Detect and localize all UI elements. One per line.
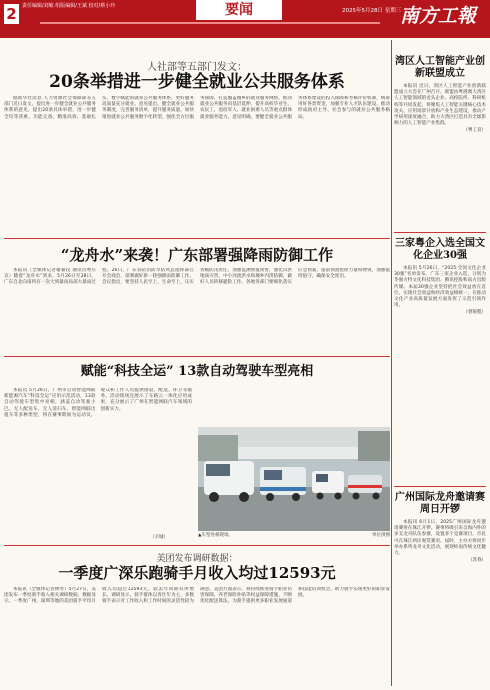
divider — [4, 545, 390, 546]
sidebar-story-3-signature: （苏春） — [468, 558, 486, 564]
sidebar-story-3-body: 本报讯 6月1日，2025广州国际龙舟邀请赛将在珠江开锣。赛事将吸引来自海内外的多支龙舟队伍参赛，设置多个竞赛项目，市民可在珠江两岸观赏赛况。届时，主办方将同步举办系列龙舟文化活动，展现岭南传统文化魅力。 — [394, 520, 486, 557]
divider — [394, 232, 486, 233]
sidebar-divider — [391, 40, 392, 686]
sidebar-story-1-title: 湾区人工智能产业创新联盟成立 — [395, 56, 485, 79]
article3-signature: （羊城） — [150, 535, 168, 540]
photo-caption: ▲车型亮相现场。 — [198, 533, 233, 538]
sidebar-story-2-title: 三家粤企入选全国文化企业30强 — [395, 238, 485, 261]
autonomous-vehicles-photo — [198, 427, 390, 531]
sidebar-story-3 — [394, 492, 486, 563]
article3-body: 本报讯 5月26日，广州市启动智能网联新能源汽车“科技全运”应用示范活动，13款自动驾驶车型集中亮相，涵盖自动驾驶小巴、无人配送车、无人清扫车、智能网联出租车等多种类型，将在赛事期间为运动员、观众和工作人员提供接驳、配送、环卫等服务。活动现场还展示了车路云一体化应用成果，充分展示了广州在智能网联汽车领域的创新实力。 — [4, 388, 192, 418]
article2-body: 本报讯（全媒体记者谢嘉仪 通讯员粤应宣）随着“龙舟水”到来，5月26日至28日，广东自北向南将有一次大到暴雨局部大暴雨过程。26日，广东省防汛防旱防风总指挥部召开会商会，部署做好新一轮强降雨防御工作。会议指出，要坚持人民至上、生命至上，压实各级防汛责任，加强监测预报预警，强化山洪地质灾害、中小河流洪水和城乡内涝防御，做好人员转移避险工作。各地各部门要细化落实应急预案，提前预置抢险力量和物资，加强值班值守，确保安全度汛。 — [4, 268, 390, 286]
article4-headline: 一季度广深乐跑骑手月收入均过12593元 — [58, 564, 336, 582]
header-rule — [40, 22, 380, 24]
sidebar-story-3-title: 广州国际龙舟邀请赛周日开锣 — [395, 492, 485, 515]
section-title: 要闻 — [196, 0, 282, 20]
article1-headline: 20条举措进一步健全就业公共服务体系 — [49, 72, 345, 92]
page-header — [0, 0, 490, 38]
photo-caption-row — [198, 532, 390, 538]
sidebar-story-1-signature: （粤工宣） — [463, 128, 486, 134]
page-number: 2 — [4, 4, 19, 24]
sidebar-story-1 — [394, 56, 486, 133]
divider — [4, 238, 390, 239]
divider — [4, 356, 390, 357]
editor-credits — [22, 3, 115, 10]
article1-kicker: 人社部等五部门发文： — [147, 62, 247, 73]
article4-kicker: 美团发布调研数据： — [156, 554, 238, 564]
issue-date: 2025年5月28日 星期三 — [342, 8, 402, 14]
photo-credit: 单位供图 — [372, 533, 390, 538]
sidebar-story-2-body: 本报讯 5月26日，“2025·全国文化企业30强”名单发布，广东三家企业入选，分别为华强方特文化科技集团、腾讯控股和南方出版传媒。本届30强企业坚持把社会效益放在首位，实现社会效益和经济效益相统一，在推动文化产业高质量发展方面发挥了示范引领作用。 — [394, 266, 486, 309]
divider — [394, 486, 486, 487]
sidebar-story-2-signature: （曾锐程） — [463, 310, 486, 316]
article4-body: 本报讯（全媒体记者林琴）5月27日，美团发布一季度骑手收入相关调研数据。数据显示，一季度广州、深圳等地的美团骑手平均月收入均超过12593元，较去年同期有所增长。调研显示，骑手群体以青壮年为主，多数骑手表示对工作收入和工作时间的灵活性较为满意。美团方面表示，将持续推进骑手职业伤害保障、养老保险补贴等权益保障措施，不断优化配送算法，为骑手提供更多职业发展通道和技能培训机会，助力骑手实现更好的职业发展。 — [4, 587, 390, 605]
article2-headline: “龙舟水”来袭！广东部署强降雨防御工作 — [60, 246, 334, 264]
article1-body: 据新华社消息 人力资源社会保障部等五部门近日发文，提出进一步健全就业公共服务体系的意见，提出20条具体举措，进一步健全均等普惠、功能完备、精准高效、基础扎实、数字赋能的就业公共服务体系，更好服务高质量充分就业。意见提出，健全就业公共服务制度，完善服务清单，提升服务质量，加快推进就业公共服务数字化转型，强化全方位服务保障，打造覆盖城乡的就业服务网络，推动就业公共服务向基层延伸，提升高校毕业生、农民工、退役军人、就业困难人员等重点群体就业服务能力。意见明确，要健全就业公共服务体系建设的投入保障和考核评价机制，统筹用好各类资金，加强专业人才队伍建设，推动形成政府主导、社会参与的就业公共服务格局。 — [4, 96, 390, 120]
sidebar-story-1-body: 本报讯 近日，湾区人工智能产业创新联盟成立大会在广州召开。联盟由粤港澳大湾区人工智能领域的龙头企业、高校院所、科研机构等共同发起，将聚焦人工智能关键核心技术攻关、应用场景开放和产业生态建设，推动产学研用深度融合，助力大湾区打造具有全球影响力的人工智能产业集群。 — [394, 84, 486, 127]
newspaper-logo: 南方工報 — [400, 5, 477, 27]
article3-headline: 赋能“科技全运” 13款自动驾驶车型亮相 — [80, 364, 314, 379]
sidebar-story-2 — [394, 238, 486, 315]
editor-credits-line1: 责任编辑/刘敏 组版编辑/王斌 校对/蔡小玲 — [22, 3, 116, 9]
